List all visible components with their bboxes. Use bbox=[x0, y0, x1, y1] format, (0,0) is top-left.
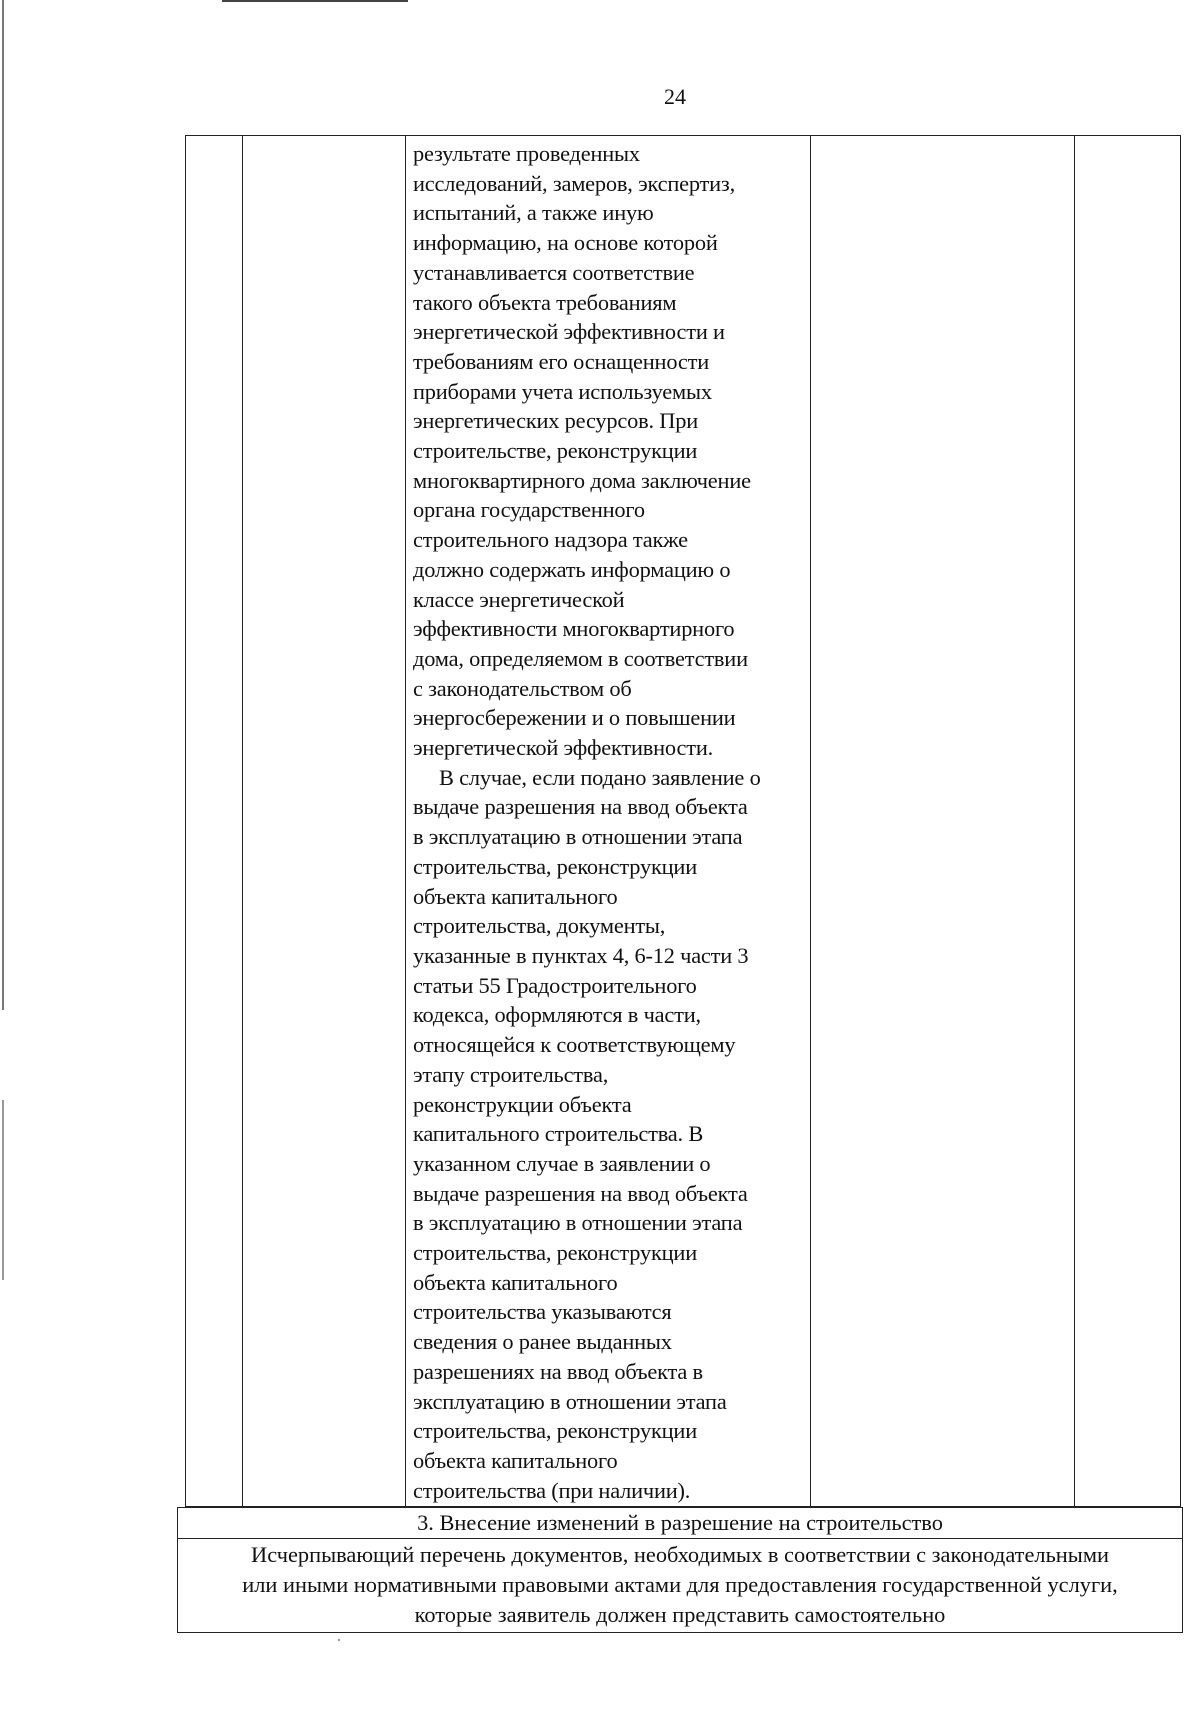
text-line: дома, определяемом в соответствии bbox=[413, 645, 748, 671]
text-line: информацию, на основе которой bbox=[413, 230, 718, 256]
text-line: сведения о ранее выданных bbox=[413, 1329, 672, 1355]
text-line: с законодательством об bbox=[413, 675, 632, 701]
text-line: строительстве, реконструкции bbox=[413, 438, 698, 464]
text-line: такого объекта требованиям bbox=[413, 289, 677, 315]
text-line: кодекса, оформляются в части, bbox=[413, 1002, 701, 1028]
table-cell-number bbox=[186, 136, 243, 1507]
text-line: выдаче разрешения на ввод объекта bbox=[413, 794, 748, 820]
text-line: В случае, если подано заявление о bbox=[439, 764, 761, 790]
requirements-paragraph bbox=[413, 139, 804, 763]
scan-speck bbox=[338, 1639, 340, 1641]
requirements-paragraph bbox=[413, 763, 804, 1506]
text-line: статьи 55 Градостроительного bbox=[413, 972, 697, 998]
text-line: эксплуатацию в отношении этапа bbox=[413, 1388, 727, 1414]
text-line: строительства, реконструкции bbox=[413, 1240, 697, 1266]
text-line: указанные в пунктах 4, 6-12 части 3 bbox=[413, 942, 749, 968]
text-line: которые заявитель должен представить самостоятельно bbox=[414, 1602, 946, 1627]
text-line: в эксплуатацию в отношении этапа bbox=[413, 1210, 743, 1236]
table-row bbox=[186, 136, 1181, 1507]
text-line: объекта капитального bbox=[413, 1447, 618, 1473]
text-line: в эксплуатацию в отношении этапа bbox=[413, 824, 743, 850]
text-line: результате проведенных bbox=[413, 141, 640, 166]
text-line: энергетических ресурсов. При bbox=[413, 408, 699, 434]
text-line: приборами учета используемых bbox=[413, 378, 712, 404]
section-table bbox=[177, 1507, 1183, 1633]
text-line: объекта капитального bbox=[413, 1269, 618, 1295]
text-line: этапу строительства, bbox=[413, 1061, 609, 1087]
text-line: строительства, реконструкции bbox=[413, 853, 697, 879]
section-description bbox=[178, 1539, 1183, 1633]
text-line: реконструкции объекта bbox=[413, 1091, 632, 1117]
text-line: требованиям его оснащенности bbox=[413, 348, 709, 374]
text-line: или иными нормативными правовыми актами для предоставления государственной услуги, bbox=[242, 1572, 1118, 1597]
text-line: устанавливается соответствие bbox=[413, 259, 695, 285]
text-line: указанном случае в заявлении о bbox=[413, 1150, 711, 1176]
text-line: эффективности многоквартирного bbox=[413, 616, 735, 642]
text-line: Исчерпывающий перечень документов, необходимых в соответствии с законодательными bbox=[251, 1542, 1109, 1567]
text-line: органа государственного bbox=[413, 497, 645, 523]
text-line: объекта капитального bbox=[413, 883, 618, 909]
text-line: исследований, замеров, экспертиз, bbox=[413, 170, 735, 196]
table-cell-empty bbox=[1075, 136, 1181, 1507]
text-line: энергосбережении и о повышении bbox=[413, 705, 736, 731]
text-line: классе энергетической bbox=[413, 586, 625, 612]
text-line: капитального строительства. В bbox=[413, 1121, 704, 1147]
text-line: строительства (при наличии). bbox=[413, 1477, 691, 1503]
text-line: строительства указываются bbox=[413, 1299, 672, 1325]
text-line: разрешениях на ввод объекта в bbox=[413, 1358, 703, 1384]
page-number: 24 bbox=[664, 84, 686, 109]
text-line: выдаче разрешения на ввод объекта bbox=[413, 1180, 748, 1206]
top-rule bbox=[222, 0, 408, 2]
text-line: должно содержать информацию о bbox=[413, 556, 731, 582]
scan-edge-line bbox=[2, 0, 4, 1010]
text-line: испытаний, а также иную bbox=[413, 200, 654, 226]
text-line: строительства, реконструкции bbox=[413, 1418, 697, 1444]
text-line: энергетической эффективности и bbox=[413, 319, 725, 345]
table-cell-empty bbox=[811, 136, 1075, 1507]
text-line: относящейся к соответствующему bbox=[413, 1032, 736, 1058]
table-cell-name bbox=[243, 136, 406, 1507]
text-line: строительного надзора также bbox=[413, 527, 688, 553]
section-heading: 3. Внесение изменений в разрешение на строительство bbox=[178, 1508, 1183, 1539]
scan-edge-line bbox=[2, 1100, 4, 1280]
text-line: строительства, документы, bbox=[413, 913, 666, 939]
document-table bbox=[185, 135, 1181, 1507]
table-cell-requirements bbox=[406, 136, 811, 1507]
text-line: многоквартирного дома заключение bbox=[413, 467, 751, 493]
text-line: энергетической эффективности. bbox=[413, 735, 713, 761]
